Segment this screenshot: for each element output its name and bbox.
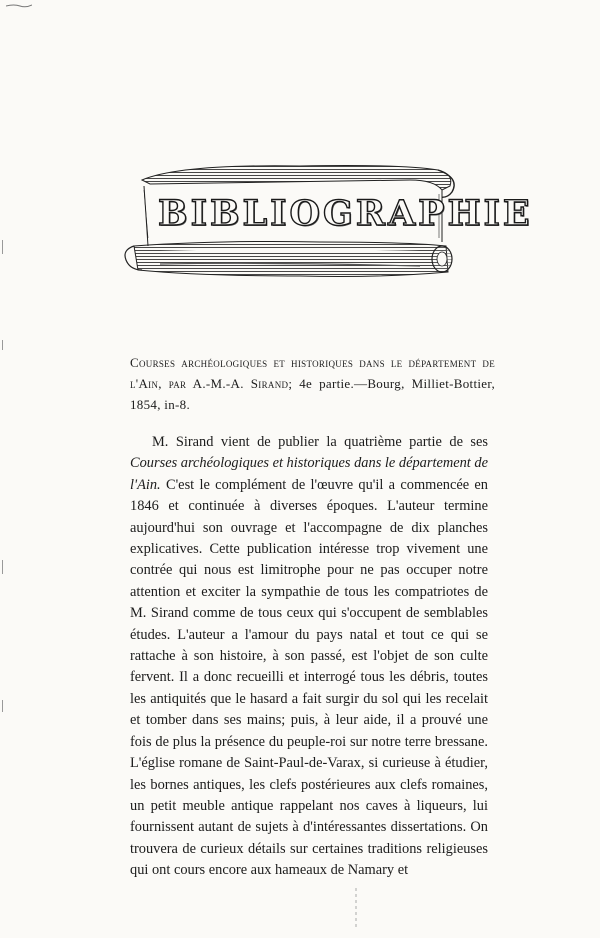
review-paragraph [130,432,488,882]
scan-mark [2,560,3,574]
entry-heading [130,352,495,415]
scan-mark [2,340,3,350]
review-text-2: C'est le complément de l'œuvre qu'il a commencée en 1846 et continuée à diverses époques. L'auteur termine aujourd'hui son ouvrage et l'accompagne de dix planches explicatives. Cette publication intéresse trop vivement une contrée qui nous est limitrophe pour ne pas occuper notre attention et exciter la sympathie de tous les compatriotes de M. Sirand comme de tous ceux qui s'occupent de semblables études. L'auteur a l'amour du pays natal et tout ce qui se rattache à son histoire, à son passé, est l'objet de son culte fervent. Il a donc recueilli et interrogé tous les débris, toutes les antiquités que le hasard a fait surgir du sol qui les recelait et tomber dans ses mains; puis, à leur aide, il a prouvé une fois de plus la présence du peuple-roi sur notre terre bressane. L'église romane de Saint-Paul-de-Varax, si curieuse à étudier, les bornes antiques, les clefs postérieures aux clefs romaines, un petit meuble antique rappelant nos caves à liqueurs, lui fournissent autant de sujets à d'intéressantes dissertations. On trouvera de curieux détails sur certaines traditions religieuses qui ont cours encore aux hameaux de Namary et [130,476,488,879]
review-work-title: Courses archéologiques et historiques dans le département de l'Ain. [130,455,488,493]
entry-publication: ; 4e partie.—Bourg, Milliet-Bottier, 1854, in-8. [130,376,495,412]
bibliography-banner [120,150,533,285]
entry-title: Courses archéologiques et historiques dans le département de l'Ain, par A.-M.-A. Sirand [130,355,495,391]
review-body [130,432,488,882]
banner-title: BIBLIOGRAPHIE [158,193,533,234]
scan-mark [355,888,357,928]
review-text-1: M. Sirand vient de publier la quatrième partie de ses [152,434,488,450]
scan-mark [2,240,3,254]
scan-mark [6,4,32,8]
scan-mark [2,700,3,712]
